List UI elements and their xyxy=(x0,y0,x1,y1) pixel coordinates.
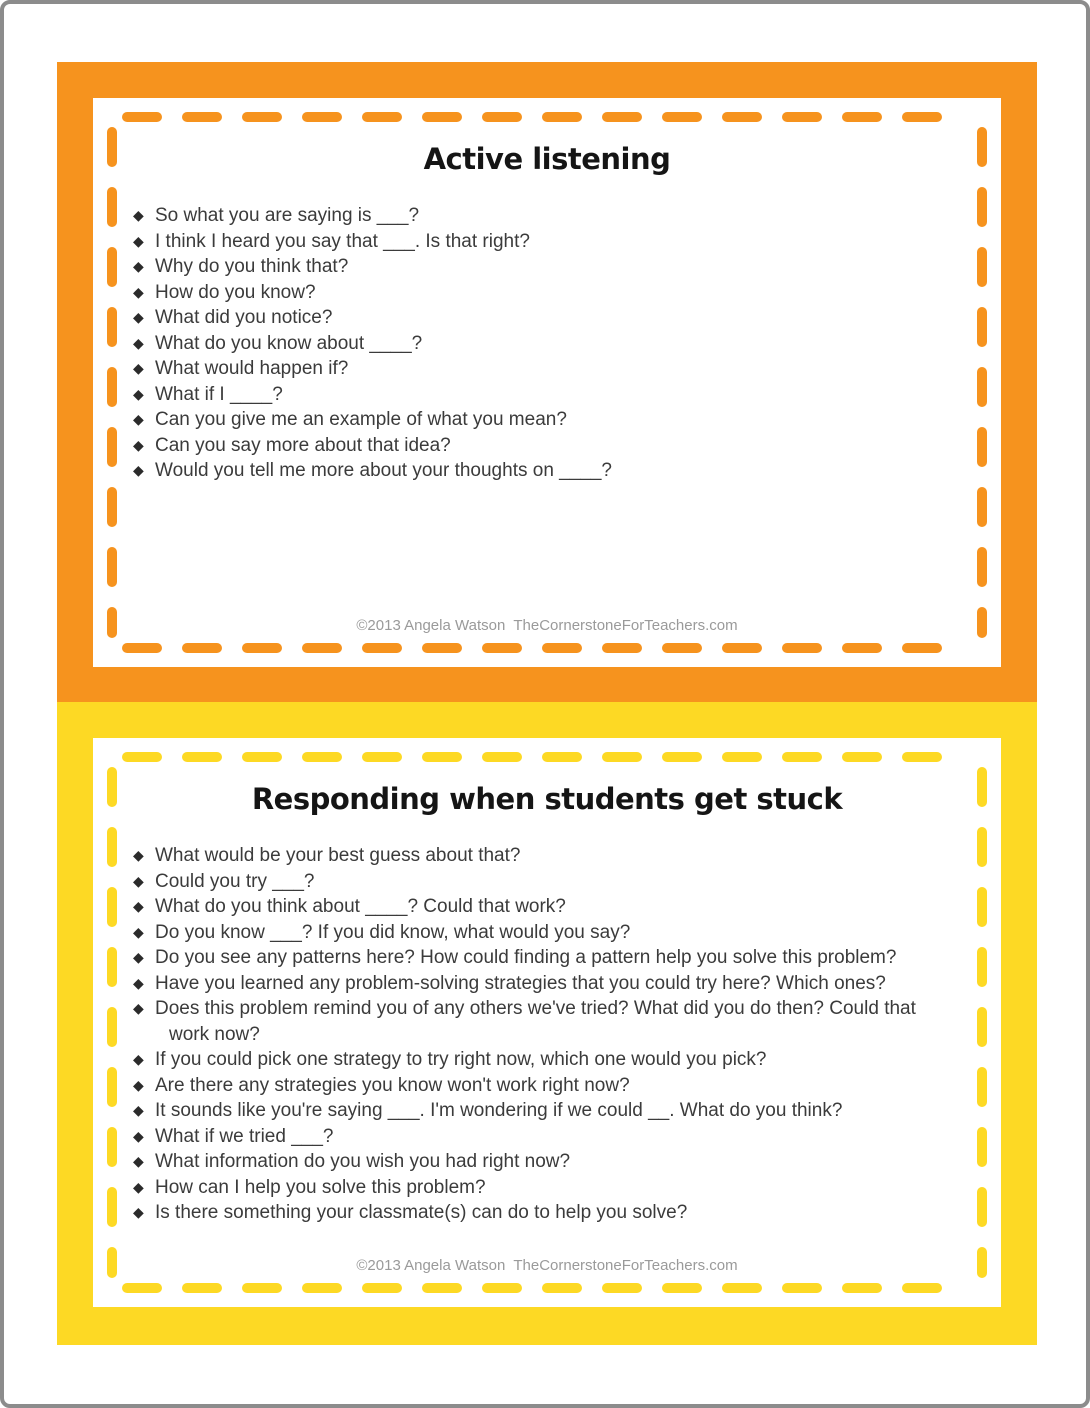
diamond-bullet-icon: ◆ xyxy=(133,385,144,402)
diamond-bullet-icon: ◆ xyxy=(133,949,144,965)
question-text: Are there any strategies you know won't work right now? xyxy=(155,1074,630,1096)
question-item xyxy=(133,382,961,408)
responding-stuck-panel xyxy=(57,702,1037,1345)
question-item xyxy=(133,1047,961,1073)
question-item xyxy=(133,305,961,331)
diamond-bullet-icon: ◆ xyxy=(133,411,144,427)
diamond-bullet-icon: ◆ xyxy=(133,1051,144,1067)
question-text: What would happen if? xyxy=(155,358,349,379)
question-text: Have you learned any problem-solving strategies that you could try here? Which ones? xyxy=(155,972,886,994)
diamond-bullet-icon: ◆ xyxy=(133,283,144,300)
question-text: If you could pick one strategy to try right now, which one would you pick? xyxy=(155,1049,767,1070)
copyright-footer: ©2013 Angela Watson TheCornerstoneForTeachers.com xyxy=(356,617,738,634)
question-text: How can I help you solve this problem? xyxy=(155,1176,486,1198)
question-item xyxy=(133,203,961,229)
question-text: What do you think about ____? Could that work? xyxy=(155,896,566,917)
question-text: What information do you wish you had right now? xyxy=(155,1151,571,1172)
question-list xyxy=(133,203,961,484)
diamond-bullet-icon: ◆ xyxy=(133,923,144,940)
question-text: Would you tell me more about your thoughts on ____? xyxy=(155,460,612,481)
diamond-bullet-icon: ◆ xyxy=(133,847,144,863)
diamond-bullet-icon: ◆ xyxy=(133,1127,144,1144)
question-item xyxy=(133,1073,961,1099)
copyright-footer: ©2013 Angela Watson TheCornerstoneForTeachers.com xyxy=(356,1257,738,1274)
question-text: How do you know? xyxy=(155,281,316,303)
question-text: What if we tried ___? xyxy=(155,1125,334,1147)
diamond-bullet-icon: ◆ xyxy=(133,1178,144,1195)
question-item xyxy=(133,843,961,869)
diamond-bullet-icon: ◆ xyxy=(133,898,144,914)
question-item xyxy=(133,996,961,1047)
question-item xyxy=(133,254,961,280)
question-item xyxy=(133,356,961,382)
active-listening-panel xyxy=(57,62,1037,702)
question-text: Why do you think that? xyxy=(155,256,349,277)
card-title-responding-stuck: Responding when students get stuck xyxy=(251,782,843,816)
question-text: So what you are saying is ___? xyxy=(155,205,420,226)
diamond-bullet-icon: ◆ xyxy=(133,360,144,376)
question-item xyxy=(133,331,961,357)
question-item xyxy=(133,229,961,255)
diamond-bullet-icon: ◆ xyxy=(133,974,144,991)
question-item xyxy=(133,971,961,997)
question-text: Does this problem remind you of any others we've tried? What did you do then? Could that work now? xyxy=(155,998,916,1045)
question-item xyxy=(133,280,961,306)
active-listening-card xyxy=(93,98,1001,667)
question-text: What did you notice? xyxy=(155,307,333,328)
diamond-bullet-icon: ◆ xyxy=(133,1000,144,1016)
question-item xyxy=(133,1124,961,1150)
question-item xyxy=(133,1175,961,1201)
question-item xyxy=(133,1149,961,1175)
diamond-bullet-icon: ◆ xyxy=(133,1153,144,1169)
question-text: It sounds like you're saying ___. I'm wondering if we could __. What do you think? xyxy=(155,1100,843,1121)
question-item xyxy=(133,920,961,946)
diamond-bullet-icon: ◆ xyxy=(133,462,144,478)
question-item xyxy=(133,1098,961,1124)
question-text: Is there something your classmate(s) can do to help you solve? xyxy=(155,1202,688,1223)
diamond-bullet-icon: ◆ xyxy=(133,1102,144,1118)
question-list xyxy=(133,843,961,1226)
question-text: Can you say more about that idea? xyxy=(155,434,451,456)
card-title-active-listening: Active listening xyxy=(423,142,671,176)
question-text: Can you give me an example of what you mean? xyxy=(155,409,567,430)
question-item xyxy=(133,433,961,459)
diamond-bullet-icon: ◆ xyxy=(133,334,144,351)
diamond-bullet-icon: ◆ xyxy=(133,232,144,249)
question-text: What would be your best guess about that? xyxy=(155,845,521,866)
question-text: What do you know about ____? xyxy=(155,332,423,354)
diamond-bullet-icon: ◆ xyxy=(133,1076,144,1093)
diamond-bullet-icon: ◆ xyxy=(133,1204,144,1220)
responding-stuck-card xyxy=(93,738,1001,1307)
question-text: Do you see any patterns here? How could finding a pattern help you solve this problem? xyxy=(155,947,897,968)
question-item xyxy=(133,894,961,920)
question-text: I think I heard you say that ___. Is that right? xyxy=(155,230,530,252)
question-item xyxy=(133,869,961,895)
question-text: Do you know ___? If you did know, what would you say? xyxy=(155,921,631,943)
diamond-bullet-icon: ◆ xyxy=(133,309,144,325)
diamond-bullet-icon: ◆ xyxy=(133,872,144,889)
question-text: What if I ____? xyxy=(155,383,283,405)
question-item xyxy=(133,1200,961,1226)
diamond-bullet-icon: ◆ xyxy=(133,207,144,223)
question-item xyxy=(133,407,961,433)
diamond-bullet-icon: ◆ xyxy=(133,258,144,274)
diamond-bullet-icon: ◆ xyxy=(133,436,144,453)
question-item xyxy=(133,945,961,971)
question-item xyxy=(133,458,961,484)
question-text: Could you try ___? xyxy=(155,870,315,892)
